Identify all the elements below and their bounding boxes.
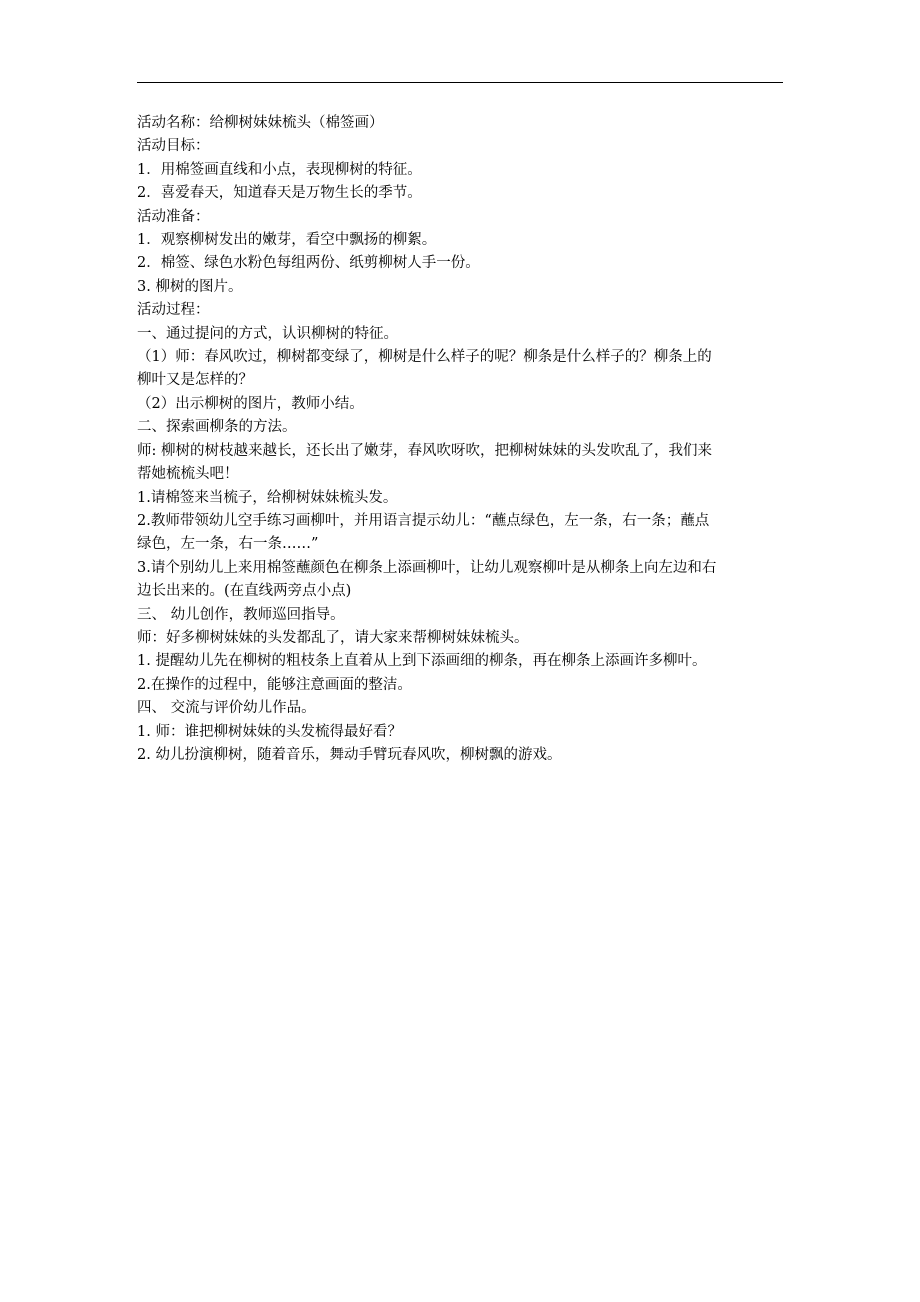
activity-title: 活动名称：给柳树妹妹梳头（棉签画） <box>137 115 384 131</box>
process-text-line: 3.请个别幼儿上来用棉签蘸颜色在柳条上添画柳叶，让幼儿观察柳叶是从柳条上向左边和右 <box>137 559 717 576</box>
process-text-line: 2. 幼儿扮演柳树，随着音乐，舞动手臂玩春风吹，柳树飘的游戏。 <box>137 746 562 763</box>
goal-item: 2．喜爱春天，知道春天是万物生长的季节。 <box>137 185 422 202</box>
process-text-line: 边长出来的。(在直线两旁点小点) <box>137 583 352 600</box>
section-heading-goals: 活动目标： <box>137 138 210 155</box>
process-step-heading: 四、 交流与评价幼儿作品。 <box>137 700 316 717</box>
preparation-item: 2．棉签、绿色水粉色每组两份、纸剪柳树人手一份。 <box>137 255 480 272</box>
process-text-line: （2）出示柳树的图片，教师小结。 <box>137 395 364 412</box>
process-step-heading: 一、通过提问的方式，认识柳树的特征。 <box>137 325 398 342</box>
header-rule <box>137 82 783 83</box>
process-text-line: 师: 柳树的树枝越来越长，还长出了嫩芽，春风吹呀吹，把柳树妹妹的头发吹乱了，我们来 <box>137 442 712 459</box>
process-step-heading: 二、探索画柳条的方法。 <box>137 419 297 436</box>
preparation-item: 1．观察柳树发出的嫩芽，看空中飘扬的柳絮。 <box>137 232 437 249</box>
goal-item: 1．用棉签画直线和小点，表现柳树的特征。 <box>137 161 422 178</box>
process-text-line: 师：好多柳树妹妹的头发都乱了，请大家来帮柳树妹妹梳头。 <box>137 629 529 646</box>
process-text-line: 1. 提醒幼儿先在柳树的粗枝条上直着从上到下添画细的柳条，再在柳条上添画许多柳叶。 <box>137 653 707 670</box>
document-body <box>137 112 785 767</box>
process-text-line: 柳叶又是怎样的？ <box>137 372 253 389</box>
process-text-line: 2.教师带领幼儿空手练习画柳叶，并用语言提示幼儿：“蘸点绿色，左一条，右一条；蘸点 <box>137 512 710 529</box>
process-text-line: 2.在操作的过程中，能够注意画面的整洁。 <box>137 676 412 693</box>
preparation-item: 3. 柳树的图片。 <box>137 278 243 295</box>
process-text-line: 1.请棉签来当梳子，给柳树妹妹梳头发。 <box>137 489 398 506</box>
process-text-line: （1）师：春风吹过，柳树都变绿了，柳树是什么样子的呢？柳条是什么样子的？柳条上的 <box>137 349 712 366</box>
process-step-heading: 三、 幼儿创作，教师巡回指导。 <box>137 606 345 623</box>
section-heading-process: 活动过程： <box>137 302 210 319</box>
section-heading-preparation: 活动准备： <box>137 208 210 225</box>
process-text-line: 绿色，左一条，右一条……” <box>137 536 319 553</box>
process-text-line: 帮她梳梳头吧！ <box>137 466 239 483</box>
process-text-line: 1. 师：谁把柳树妹妹的头发梳得最好看？ <box>137 723 402 740</box>
